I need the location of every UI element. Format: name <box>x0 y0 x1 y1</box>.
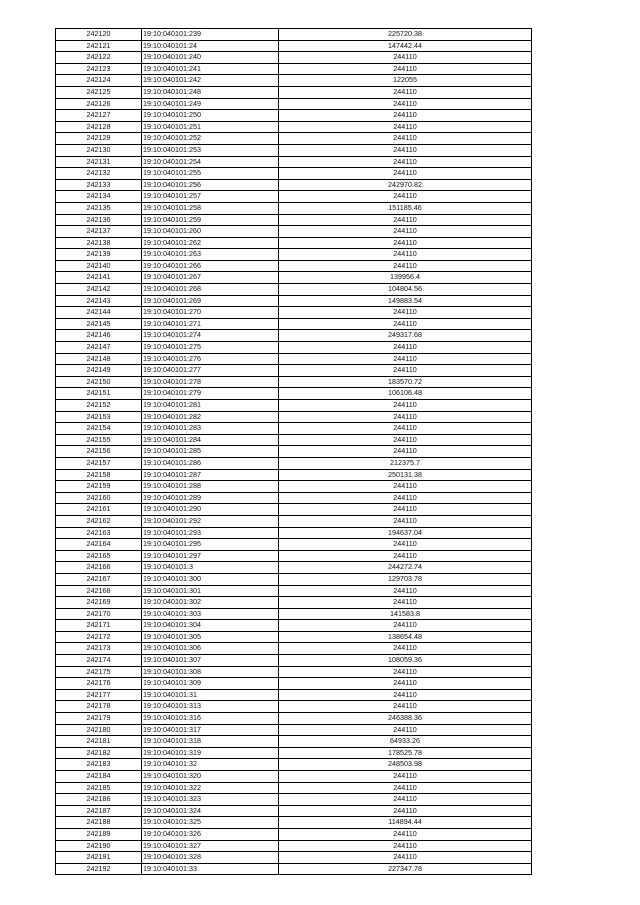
value-cell: 244110 <box>279 98 532 110</box>
row-number-cell: 242129 <box>56 133 142 145</box>
value-cell: 248503.98 <box>279 759 532 771</box>
value-cell: 244110 <box>279 481 532 493</box>
row-number-cell: 242187 <box>56 805 142 817</box>
table-row <box>56 411 532 423</box>
row-number-cell: 242179 <box>56 713 142 725</box>
table-row <box>56 342 532 354</box>
cadastral-number-cell: 19:10:040101:239 <box>142 29 279 41</box>
cadastral-number-cell: 19:10:040101:31 <box>142 689 279 701</box>
row-number-cell: 242175 <box>56 666 142 678</box>
table-row <box>56 63 532 75</box>
value-cell: 244110 <box>279 539 532 551</box>
table-row <box>56 782 532 794</box>
table-row <box>56 492 532 504</box>
value-cell: 106106.48 <box>279 388 532 400</box>
row-number-cell: 242178 <box>56 701 142 713</box>
cadastral-number-cell: 19:10:040101:287 <box>142 469 279 481</box>
cadastral-number-cell: 19:10:040101:249 <box>142 98 279 110</box>
cadastral-number-cell: 19:10:040101:24 <box>142 40 279 52</box>
cadastral-number-cell: 19:10:040101:283 <box>142 423 279 435</box>
table-row <box>56 156 532 168</box>
table-row <box>56 330 532 342</box>
table-row <box>56 168 532 180</box>
cadastral-number-cell: 19:10:040101:318 <box>142 736 279 748</box>
value-cell: 122055 <box>279 75 532 87</box>
value-cell: 244110 <box>279 492 532 504</box>
value-cell: 244110 <box>279 504 532 516</box>
cadastral-number-cell: 19:10:040101:259 <box>142 214 279 226</box>
row-number-cell: 242185 <box>56 782 142 794</box>
row-number-cell: 242186 <box>56 794 142 806</box>
cadastral-number-cell: 19:10:040101:3 <box>142 562 279 574</box>
value-cell: 244110 <box>279 434 532 446</box>
cadastral-number-cell: 19:10:040101:305 <box>142 631 279 643</box>
table-row <box>56 353 532 365</box>
row-number-cell: 242139 <box>56 249 142 261</box>
table-row <box>56 191 532 203</box>
value-cell: 244110 <box>279 365 532 377</box>
row-number-cell: 242173 <box>56 643 142 655</box>
cadastral-number-cell: 19:10:040101:284 <box>142 434 279 446</box>
row-number-cell: 242120 <box>56 29 142 41</box>
value-cell: 212375.7 <box>279 457 532 469</box>
value-cell: 244110 <box>279 852 532 864</box>
value-cell: 244110 <box>279 794 532 806</box>
cadastral-number-cell: 19:10:040101:307 <box>142 655 279 667</box>
row-number-cell: 242141 <box>56 272 142 284</box>
table-row <box>56 284 532 296</box>
cadastral-number-cell: 19:10:040101:274 <box>142 330 279 342</box>
table-row <box>56 307 532 319</box>
value-cell: 244110 <box>279 550 532 562</box>
value-cell: 244110 <box>279 411 532 423</box>
table-row <box>56 840 532 852</box>
row-number-cell: 242181 <box>56 736 142 748</box>
cadastral-number-cell: 19:10:040101:255 <box>142 168 279 180</box>
cadastral-number-cell: 19:10:040101:262 <box>142 237 279 249</box>
table-row <box>56 318 532 330</box>
value-cell: 244110 <box>279 828 532 840</box>
row-number-cell: 242170 <box>56 608 142 620</box>
table-row <box>56 457 532 469</box>
row-number-cell: 242192 <box>56 863 142 875</box>
row-number-cell: 242172 <box>56 631 142 643</box>
cadastral-number-cell: 19:10:040101:263 <box>142 249 279 261</box>
value-cell: 244110 <box>279 597 532 609</box>
table-row <box>56 272 532 284</box>
table-row <box>56 133 532 145</box>
table-row <box>56 423 532 435</box>
row-number-cell: 242124 <box>56 75 142 87</box>
cadastral-number-cell: 19:10:040101:327 <box>142 840 279 852</box>
table-row <box>56 98 532 110</box>
row-number-cell: 242162 <box>56 515 142 527</box>
cadastral-number-cell: 19:10:040101:300 <box>142 573 279 585</box>
cadastral-number-cell: 19:10:040101:248 <box>142 86 279 98</box>
value-cell: 244110 <box>279 515 532 527</box>
row-number-cell: 242127 <box>56 110 142 122</box>
row-number-cell: 242131 <box>56 156 142 168</box>
row-number-cell: 242157 <box>56 457 142 469</box>
value-cell: 141583.8 <box>279 608 532 620</box>
cadastral-number-cell: 19:10:040101:253 <box>142 144 279 156</box>
cadastral-number-cell: 19:10:040101:241 <box>142 63 279 75</box>
row-number-cell: 242166 <box>56 562 142 574</box>
cadastral-number-cell: 19:10:040101:293 <box>142 527 279 539</box>
value-cell: 244110 <box>279 168 532 180</box>
row-number-cell: 242176 <box>56 678 142 690</box>
table-row <box>56 608 532 620</box>
cadastral-number-cell: 19:10:040101:309 <box>142 678 279 690</box>
value-cell: 147442.44 <box>279 40 532 52</box>
cadastral-number-cell: 19:10:040101:260 <box>142 226 279 238</box>
row-number-cell: 242143 <box>56 295 142 307</box>
value-cell: 139956.4 <box>279 272 532 284</box>
row-number-cell: 242159 <box>56 481 142 493</box>
cadastral-number-cell: 19:10:040101:242 <box>142 75 279 87</box>
cadastral-number-cell: 19:10:040101:302 <box>142 597 279 609</box>
table-row <box>56 713 532 725</box>
row-number-cell: 242188 <box>56 817 142 829</box>
table-row <box>56 643 532 655</box>
table-row <box>56 214 532 226</box>
cadastral-number-cell: 19:10:040101:257 <box>142 191 279 203</box>
row-number-cell: 242163 <box>56 527 142 539</box>
row-number-cell: 242154 <box>56 423 142 435</box>
table-row <box>56 504 532 516</box>
row-number-cell: 242182 <box>56 747 142 759</box>
row-number-cell: 242147 <box>56 342 142 354</box>
value-cell: 194637.04 <box>279 527 532 539</box>
cadastral-number-cell: 19:10:040101:250 <box>142 110 279 122</box>
value-cell: 244110 <box>279 63 532 75</box>
row-number-cell: 242137 <box>56 226 142 238</box>
value-cell: 244110 <box>279 342 532 354</box>
cadastral-number-cell: 19:10:040101:276 <box>142 353 279 365</box>
table-row <box>56 481 532 493</box>
table-row <box>56 376 532 388</box>
value-cell: 244110 <box>279 805 532 817</box>
table-row <box>56 701 532 713</box>
cadastral-number-cell: 19:10:040101:33 <box>142 863 279 875</box>
table-row <box>56 110 532 122</box>
row-number-cell: 242151 <box>56 388 142 400</box>
value-cell: 244110 <box>279 840 532 852</box>
row-number-cell: 242158 <box>56 469 142 481</box>
row-number-cell: 242168 <box>56 585 142 597</box>
table-row <box>56 736 532 748</box>
value-cell: 244110 <box>279 620 532 632</box>
cadastral-number-cell: 19:10:040101:277 <box>142 365 279 377</box>
table-row <box>56 527 532 539</box>
row-number-cell: 242146 <box>56 330 142 342</box>
row-number-cell: 242122 <box>56 52 142 64</box>
cadastral-number-cell: 19:10:040101:32 <box>142 759 279 771</box>
cadastral-number-cell: 19:10:040101:281 <box>142 400 279 412</box>
value-cell: 108059.36 <box>279 655 532 667</box>
value-cell: 244110 <box>279 400 532 412</box>
value-cell: 151185.46 <box>279 202 532 214</box>
cadastral-number-cell: 19:10:040101:316 <box>142 713 279 725</box>
table-row <box>56 655 532 667</box>
value-cell: 178525.78 <box>279 747 532 759</box>
table-row <box>56 434 532 446</box>
value-cell: 244110 <box>279 156 532 168</box>
value-cell: 244110 <box>279 353 532 365</box>
value-cell: 244110 <box>279 689 532 701</box>
value-cell: 244110 <box>279 423 532 435</box>
value-cell: 244110 <box>279 666 532 678</box>
table-row <box>56 226 532 238</box>
table-row <box>56 86 532 98</box>
cadastral-number-cell: 19:10:040101:304 <box>142 620 279 632</box>
cadastral-number-cell: 19:10:040101:289 <box>142 492 279 504</box>
cadastral-number-cell: 19:10:040101:251 <box>142 121 279 133</box>
row-number-cell: 242171 <box>56 620 142 632</box>
table-row <box>56 515 532 527</box>
table-row <box>56 724 532 736</box>
table-row <box>56 237 532 249</box>
table-row <box>56 400 532 412</box>
value-cell: 246388.36 <box>279 713 532 725</box>
cadastral-number-cell: 19:10:040101:319 <box>142 747 279 759</box>
row-number-cell: 242125 <box>56 86 142 98</box>
table-row <box>56 388 532 400</box>
cadastral-number-cell: 19:10:040101:258 <box>142 202 279 214</box>
table-body <box>56 29 532 875</box>
row-number-cell: 242130 <box>56 144 142 156</box>
row-number-cell: 242144 <box>56 307 142 319</box>
cadastral-number-cell: 19:10:040101:285 <box>142 446 279 458</box>
value-cell: 244110 <box>279 701 532 713</box>
row-number-cell: 242133 <box>56 179 142 191</box>
value-cell: 225720.38 <box>279 29 532 41</box>
table-row <box>56 40 532 52</box>
row-number-cell: 242121 <box>56 40 142 52</box>
cadastral-number-cell: 19:10:040101:320 <box>142 771 279 783</box>
table-row <box>56 469 532 481</box>
table-row <box>56 771 532 783</box>
data-table <box>55 28 532 875</box>
value-cell: 227347.78 <box>279 863 532 875</box>
value-cell: 244110 <box>279 226 532 238</box>
row-number-cell: 242189 <box>56 828 142 840</box>
table-row <box>56 666 532 678</box>
row-number-cell: 242156 <box>56 446 142 458</box>
value-cell: 183570.72 <box>279 376 532 388</box>
value-cell: 244110 <box>279 307 532 319</box>
cadastral-number-cell: 19:10:040101:275 <box>142 342 279 354</box>
value-cell: 244110 <box>279 318 532 330</box>
value-cell: 244110 <box>279 144 532 156</box>
row-number-cell: 242180 <box>56 724 142 736</box>
value-cell: 250131.38 <box>279 469 532 481</box>
row-number-cell: 242155 <box>56 434 142 446</box>
row-number-cell: 242184 <box>56 771 142 783</box>
table-row <box>56 863 532 875</box>
cadastral-number-cell: 19:10:040101:270 <box>142 307 279 319</box>
table-row <box>56 29 532 41</box>
table-row <box>56 75 532 87</box>
cadastral-number-cell: 19:10:040101:317 <box>142 724 279 736</box>
table-row <box>56 794 532 806</box>
cadastral-number-cell: 19:10:040101:324 <box>142 805 279 817</box>
cadastral-number-cell: 19:10:040101:278 <box>142 376 279 388</box>
value-cell: 104804.56 <box>279 284 532 296</box>
row-number-cell: 242190 <box>56 840 142 852</box>
cadastral-number-cell: 19:10:040101:292 <box>142 515 279 527</box>
cadastral-number-cell: 19:10:040101:295 <box>142 539 279 551</box>
table-row <box>56 260 532 272</box>
cadastral-number-cell: 19:10:040101:256 <box>142 179 279 191</box>
table-row <box>56 852 532 864</box>
value-cell: 244110 <box>279 782 532 794</box>
row-number-cell: 242191 <box>56 852 142 864</box>
row-number-cell: 242136 <box>56 214 142 226</box>
row-number-cell: 242153 <box>56 411 142 423</box>
table-row <box>56 597 532 609</box>
table-row <box>56 365 532 377</box>
row-number-cell: 242123 <box>56 63 142 75</box>
cadastral-number-cell: 19:10:040101:267 <box>142 272 279 284</box>
table-row <box>56 539 532 551</box>
table-row <box>56 295 532 307</box>
table-row <box>56 828 532 840</box>
cadastral-number-cell: 19:10:040101:322 <box>142 782 279 794</box>
table-row <box>56 550 532 562</box>
value-cell: 244272.74 <box>279 562 532 574</box>
cadastral-number-cell: 19:10:040101:288 <box>142 481 279 493</box>
table-row <box>56 631 532 643</box>
cadastral-number-cell: 19:10:040101:325 <box>142 817 279 829</box>
table-row <box>56 585 532 597</box>
row-number-cell: 242177 <box>56 689 142 701</box>
value-cell: 64933.26 <box>279 736 532 748</box>
cadastral-number-cell: 19:10:040101:303 <box>142 608 279 620</box>
cadastral-number-cell: 19:10:040101:282 <box>142 411 279 423</box>
table-row <box>56 747 532 759</box>
cadastral-number-cell: 19:10:040101:308 <box>142 666 279 678</box>
value-cell: 244110 <box>279 678 532 690</box>
value-cell: 244110 <box>279 86 532 98</box>
cadastral-number-cell: 19:10:040101:313 <box>142 701 279 713</box>
cadastral-number-cell: 19:10:040101:297 <box>142 550 279 562</box>
row-number-cell: 242164 <box>56 539 142 551</box>
cadastral-number-cell: 19:10:040101:306 <box>142 643 279 655</box>
table-row <box>56 817 532 829</box>
row-number-cell: 242149 <box>56 365 142 377</box>
table-row <box>56 759 532 771</box>
value-cell: 244110 <box>279 643 532 655</box>
cadastral-number-cell: 19:10:040101:269 <box>142 295 279 307</box>
table-row <box>56 179 532 191</box>
cadastral-number-cell: 19:10:040101:328 <box>142 852 279 864</box>
row-number-cell: 242134 <box>56 191 142 203</box>
table-row <box>56 689 532 701</box>
table-row <box>56 573 532 585</box>
cadastral-number-cell: 19:10:040101:252 <box>142 133 279 145</box>
row-number-cell: 242183 <box>56 759 142 771</box>
table-row <box>56 249 532 261</box>
value-cell: 138654.48 <box>279 631 532 643</box>
value-cell: 244110 <box>279 52 532 64</box>
table-row <box>56 52 532 64</box>
cadastral-number-cell: 19:10:040101:286 <box>142 457 279 469</box>
row-number-cell: 242145 <box>56 318 142 330</box>
row-number-cell: 242165 <box>56 550 142 562</box>
row-number-cell: 242152 <box>56 400 142 412</box>
cadastral-number-cell: 19:10:040101:326 <box>142 828 279 840</box>
row-number-cell: 242160 <box>56 492 142 504</box>
cadastral-number-cell: 19:10:040101:254 <box>142 156 279 168</box>
row-number-cell: 242132 <box>56 168 142 180</box>
row-number-cell: 242135 <box>56 202 142 214</box>
cadastral-number-cell: 19:10:040101:271 <box>142 318 279 330</box>
cadastral-number-cell: 19:10:040101:266 <box>142 260 279 272</box>
table-row <box>56 446 532 458</box>
table-row <box>56 202 532 214</box>
row-number-cell: 242169 <box>56 597 142 609</box>
row-number-cell: 242138 <box>56 237 142 249</box>
value-cell: 242970.82 <box>279 179 532 191</box>
row-number-cell: 242140 <box>56 260 142 272</box>
row-number-cell: 242167 <box>56 573 142 585</box>
cadastral-number-cell: 19:10:040101:290 <box>142 504 279 516</box>
row-number-cell: 242126 <box>56 98 142 110</box>
row-number-cell: 242148 <box>56 353 142 365</box>
value-cell: 244110 <box>279 446 532 458</box>
table-row <box>56 805 532 817</box>
table-row <box>56 620 532 632</box>
table-row <box>56 678 532 690</box>
value-cell: 244110 <box>279 260 532 272</box>
value-cell: 244110 <box>279 771 532 783</box>
cadastral-number-cell: 19:10:040101:323 <box>142 794 279 806</box>
value-cell: 249317.68 <box>279 330 532 342</box>
value-cell: 244110 <box>279 237 532 249</box>
value-cell: 114894.44 <box>279 817 532 829</box>
value-cell: 129703.78 <box>279 573 532 585</box>
row-number-cell: 242142 <box>56 284 142 296</box>
cadastral-number-cell: 19:10:040101:301 <box>142 585 279 597</box>
row-number-cell: 242174 <box>56 655 142 667</box>
cadastral-number-cell: 19:10:040101:279 <box>142 388 279 400</box>
row-number-cell: 242128 <box>56 121 142 133</box>
value-cell: 244110 <box>279 585 532 597</box>
value-cell: 244110 <box>279 133 532 145</box>
table-row <box>56 144 532 156</box>
value-cell: 244110 <box>279 191 532 203</box>
value-cell: 244110 <box>279 121 532 133</box>
cadastral-number-cell: 19:10:040101:240 <box>142 52 279 64</box>
row-number-cell: 242161 <box>56 504 142 516</box>
value-cell: 244110 <box>279 249 532 261</box>
table-row <box>56 121 532 133</box>
table-row <box>56 562 532 574</box>
row-number-cell: 242150 <box>56 376 142 388</box>
value-cell: 244110 <box>279 110 532 122</box>
value-cell: 149883.54 <box>279 295 532 307</box>
value-cell: 244110 <box>279 724 532 736</box>
cadastral-number-cell: 19:10:040101:268 <box>142 284 279 296</box>
value-cell: 244110 <box>279 214 532 226</box>
